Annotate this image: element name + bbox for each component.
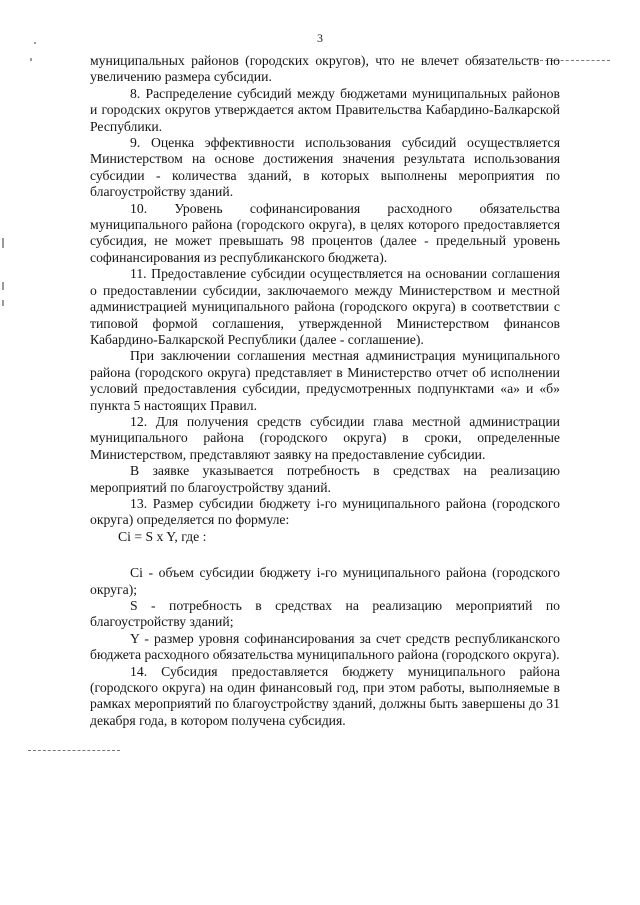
scan-mark [2,238,4,248]
paragraph: муниципальных районов (городских округов), что не влечет обязательств по увеличению размера субсидии. [90,53,560,85]
formula: Ci = S x Y, где : [118,528,207,544]
page-number: 3 [317,31,323,45]
paragraph-8: 8. Распределение субсидий между бюджетами муниципальных районов и городских округов утверждается актом Правительства Кабардино-Балкарской Республики. [90,85,560,134]
paragraph-14: 14. Субсидия предоставляется бюджету муниципального района (городского округа) на один финансовый год, при этом работы, выполняемые в рамках мероприятий по благоустройству зданий, должны быть завершены до 31 декабря года, в котором получена субсидия. [90,663,560,728]
definition-y: Y - размер уровня софинансирования за счет средств республиканского бюджета расходного обязательства муниципального района (городского округа). [90,630,560,663]
scan-mark [2,300,4,306]
definition-ci: Ci - объем субсидии бюджету i-го муниципального района (городского округа); [90,565,560,597]
scan-mark [2,282,4,290]
paragraph: При заключении соглашения местная администрация муниципального района (городского округа) представляет в Министерство отчет об исполнении условий предоставления субсидии, предусмотренных подпунктами «а» и «б» пункта 5 настоящих Правил. [90,348,560,413]
definition-s: S - потребность в средствах на реализацию мероприятий по благоустройству зданий; [90,598,560,630]
paragraph-12: 12. Для получения средств субсидии глава местной администрации муниципального района (городского округа) в сроки, определенные Министерством, представляют заявку на предоставление субсидии. [90,413,560,462]
spacer [90,545,560,565]
paragraph-13: 13. Размер субсидии бюджету i-го муниципального района (городского округа) определяется по формуле: [90,495,560,528]
paragraph-11: 11. Предоставление субсидии осуществляется на основании соглашения о предоставлении субсидии, заключаемого между Министерством и местной администрацией муниципального района (городского округа) в соответствии с типовой формой соглашения, утвержденной Министерством финансов Кабардино-Балкарской Республики (далее - соглашение). [90,266,560,347]
document-body [90,53,560,729]
paragraph-9: 9. Оценка эффективности использования субсидий осуществляется Министерством на основе достижения значения результата использования субсидии - количества зданий, в которых выполнены мероприятия по благоустройству зданий. [90,135,560,200]
scan-mark [30,58,32,61]
paragraph-10: 10. Уровень софинансирования расходного обязательства муниципального района (городского округа), в целях которого предоставляется субсидия, не может превышать 98 процентов (далее - предельный уровень софинансирования из республиканского бюджета). [90,200,560,265]
scan-dash-line [28,750,120,751]
paragraph: В заявке указывается потребность в средствах на реализацию мероприятий по благоустройству зданий. [90,463,560,495]
